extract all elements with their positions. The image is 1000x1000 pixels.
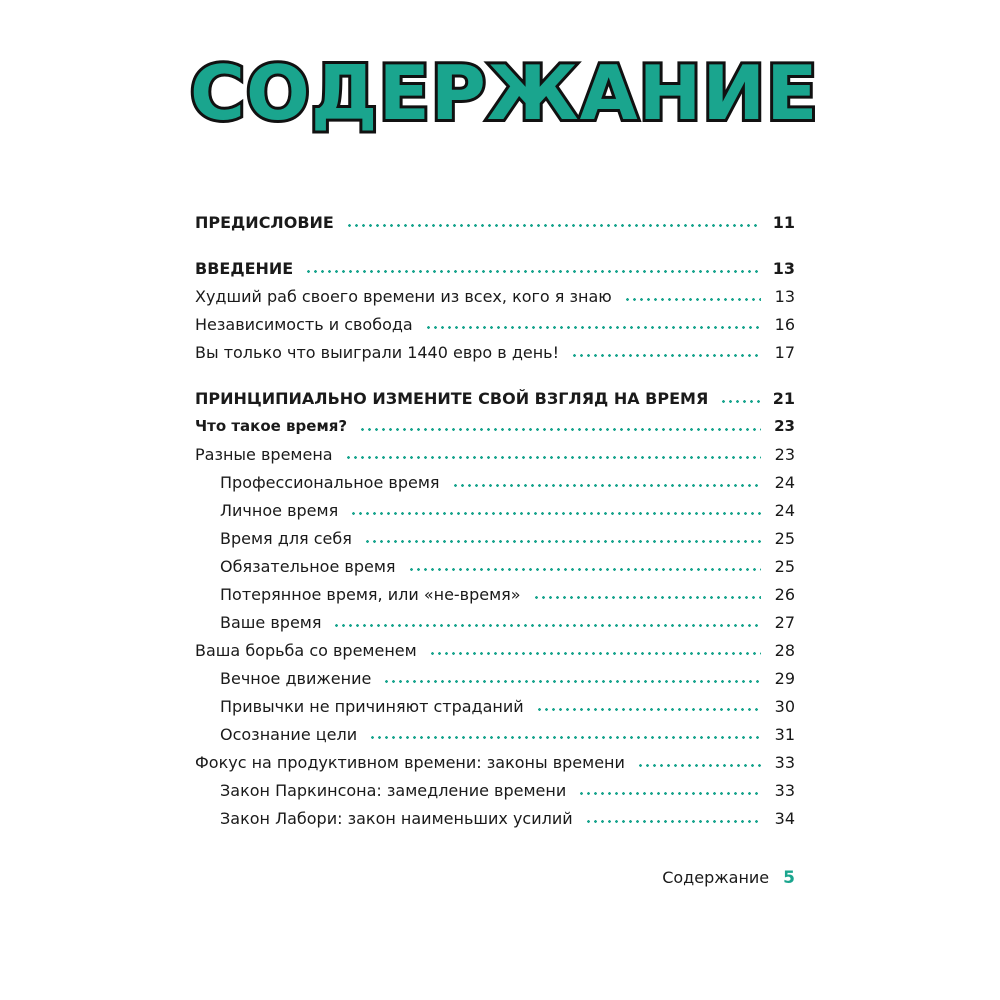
dot-leader: [346, 224, 761, 227]
toc-entry-label: Привычки не причиняют страданий: [220, 696, 524, 716]
toc-entry: [195, 580, 795, 608]
toc-entry-page: 33: [774, 752, 795, 772]
dot-leader: [350, 512, 761, 515]
toc-entry: [195, 608, 795, 636]
toc-entry-page: 26: [774, 584, 795, 604]
toc-entry-page: 28: [774, 640, 795, 660]
toc-entry-label: Личное время: [220, 500, 339, 520]
toc-entry-label: Обязательное время: [220, 556, 396, 576]
toc-entry: [195, 496, 795, 524]
dot-leader: [585, 820, 761, 823]
dot-leader: [333, 624, 761, 627]
toc-entry-page: 25: [774, 556, 795, 576]
dot-leader: [369, 736, 761, 739]
toc-entry-page: 30: [774, 696, 795, 716]
dot-leader: [305, 270, 761, 273]
toc-entry-page: 33: [774, 780, 795, 800]
toc-entry-label: ПРЕДИСЛОВИЕ: [195, 212, 334, 232]
dot-leader: [345, 456, 761, 459]
toc-entry: [195, 748, 795, 776]
toc-entry-label: Что такое время?: [195, 417, 348, 435]
toc-entry: [195, 776, 795, 804]
dot-leader: [533, 596, 761, 599]
dot-leader: [536, 708, 761, 711]
toc-entry-label: Осознание цели: [220, 724, 358, 744]
dot-leader: [624, 298, 761, 301]
toc-entry-label: Ваша борьба со временем: [195, 640, 417, 660]
toc-entry: [195, 524, 795, 552]
toc-entry-page: 25: [774, 528, 795, 548]
page-footer: [662, 868, 795, 888]
toc-entry-label: Ваше время: [220, 612, 322, 632]
toc-entry: [195, 412, 795, 440]
toc-entry-page: 16: [774, 314, 795, 334]
dot-leader: [364, 540, 761, 543]
toc-entry-label: Закон Лабори: закон наименьших усилий: [220, 808, 573, 828]
toc-entry: [195, 720, 795, 748]
toc-entry-label: Вы только что выиграли 1440 евро в день!: [195, 342, 560, 362]
dot-leader: [637, 764, 761, 767]
toc-entry: [195, 254, 795, 282]
dot-leader: [452, 484, 761, 487]
toc-entry-label: Профессиональное время: [220, 472, 440, 492]
dot-leader: [408, 568, 761, 571]
toc-entry-page: 27: [774, 612, 795, 632]
toc-entry-page: 11: [772, 212, 795, 232]
toc-entry-page: 23: [774, 444, 795, 464]
toc-entry-label: Фокус на продуктивном времени: законы времени: [195, 752, 625, 772]
dot-leader: [429, 652, 761, 655]
toc-entry: [195, 384, 795, 412]
toc-entry-label: Время для себя: [220, 528, 352, 548]
toc-entry-page: 23: [774, 417, 795, 435]
toc-entry: [195, 338, 795, 366]
toc-entry: [195, 664, 795, 692]
toc-entry: [195, 552, 795, 580]
dot-leader: [578, 792, 761, 795]
toc-entry: [195, 804, 795, 832]
toc-entry-page: 21: [772, 388, 795, 408]
toc-entry-label: ВВЕДЕНИЕ: [195, 258, 294, 278]
toc-entry-page: 13: [774, 286, 795, 306]
dot-leader: [425, 326, 761, 329]
toc-entry-page: 31: [774, 724, 795, 744]
toc-entry-label: ПРИНЦИПИАЛЬНО ИЗМЕНИТЕ СВОЙ ВЗГЛЯД НА ВРЕМЯ: [195, 388, 709, 408]
toc-entry-page: 24: [774, 472, 795, 492]
toc-entry-label: Худший раб своего времени из всех, кого я знаю: [195, 286, 612, 306]
toc-entry: [195, 468, 795, 496]
toc-entry-page: 29: [774, 668, 795, 688]
toc-entry-page: 17: [774, 342, 795, 362]
page-title: СОДЕРЖАНИЕ: [190, 49, 819, 137]
page-number: 5: [783, 868, 795, 888]
toc-entry-label: Разные времена: [195, 444, 333, 464]
running-footer-label: Содержание: [662, 868, 770, 887]
toc-entry: [195, 692, 795, 720]
toc-entry-label: Потерянное время, или «не-время»: [220, 584, 521, 604]
toc-entry-label: Независимость и свобода: [195, 314, 413, 334]
dot-leader: [359, 428, 761, 431]
toc-entry-page: 13: [772, 258, 795, 278]
toc-entry-page: 34: [774, 808, 795, 828]
toc-entry: [195, 636, 795, 664]
dot-leader: [383, 680, 761, 683]
toc-entry-page: 24: [774, 500, 795, 520]
toc-entry: [195, 282, 795, 310]
toc-entry-label: Закон Паркинсона: замедление времени: [220, 780, 567, 800]
toc-entry: [195, 310, 795, 338]
toc-entry: [195, 440, 795, 468]
table-of-contents: [195, 208, 795, 832]
toc-entry: [195, 208, 795, 236]
toc-entry-label: Вечное движение: [220, 668, 372, 688]
dot-leader: [571, 354, 761, 357]
dot-leader: [720, 400, 760, 403]
